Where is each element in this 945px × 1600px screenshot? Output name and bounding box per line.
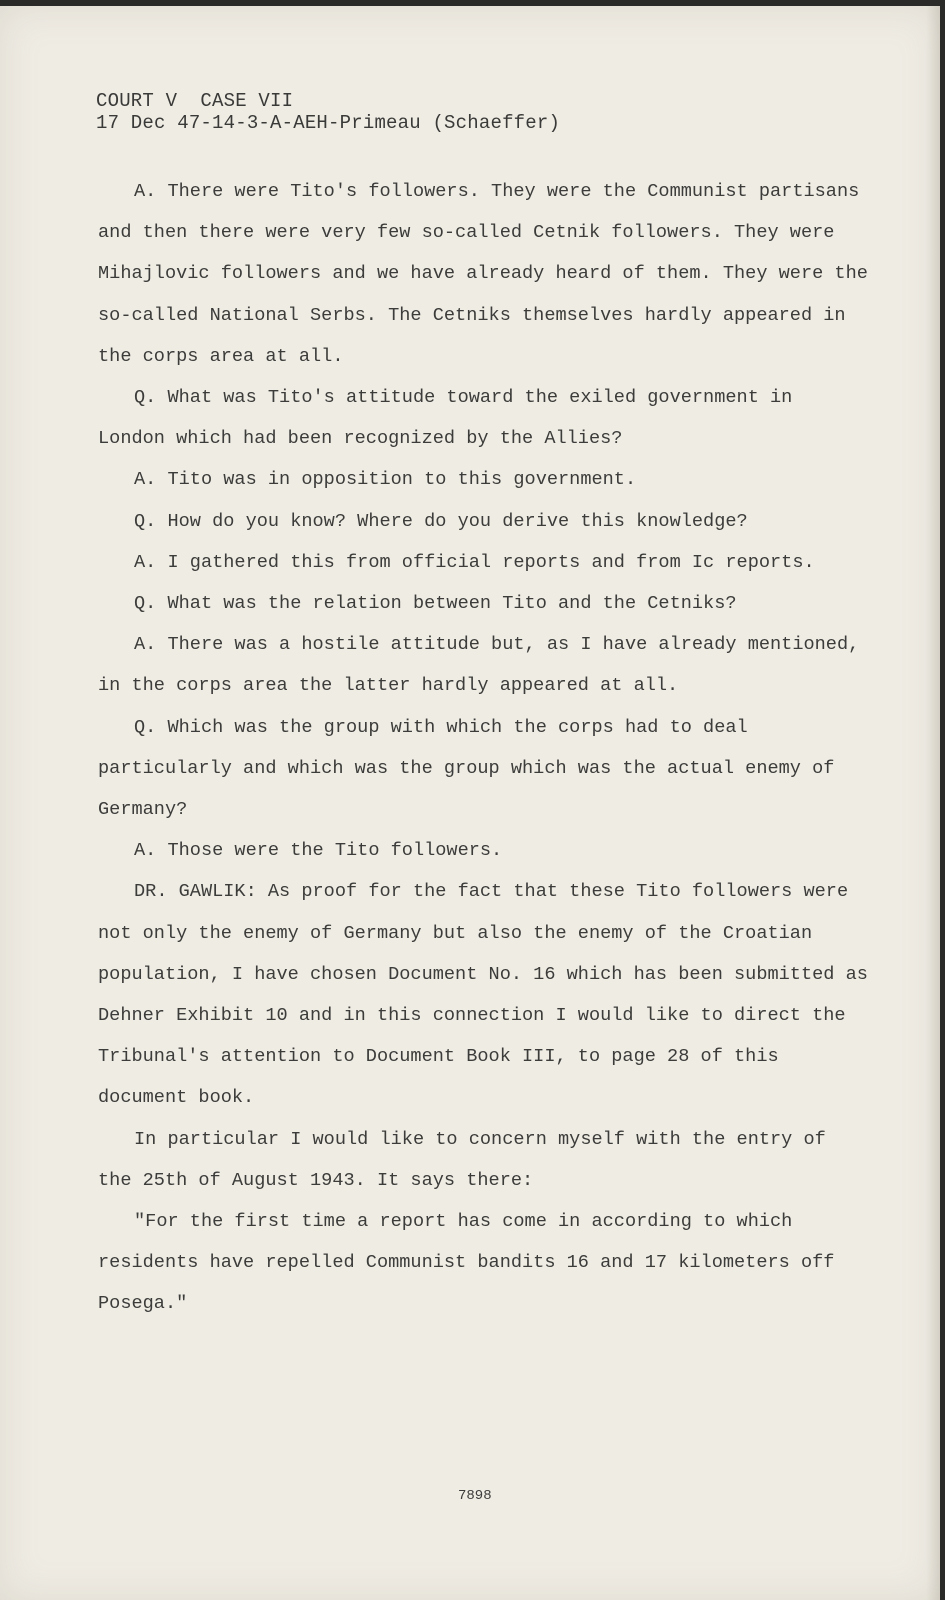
question-paragraph: Q. What was Tito's attitude toward the exiled government in London which had been recognized by the Allies? xyxy=(98,387,793,450)
counsel-statement-paragraph: DR. GAWLIK: As proof for the fact that these Tito followers were not only the enemy of Germany but also the enemy of the Croatian population, I have chosen Document No. 16 which has been submitted as Dehner Exhibit 10 and in this connection I would like to direct the Tribunal's attention to Document Book III, to page 28 of this document book. xyxy=(98,881,868,1109)
question-paragraph: Q. How do you know? Where do you derive this knowledge? xyxy=(134,510,748,532)
question-paragraph: Q. What was the relation between Tito and the Cetniks? xyxy=(134,593,737,615)
page-number: 7898 xyxy=(458,1488,492,1504)
transcript-body xyxy=(98,171,868,1325)
answer-paragraph: A. There was a hostile attitude but, as I have already mentioned, in the corps area the latter hardly appeared at all. xyxy=(98,634,860,697)
date-reference-line: 17 Dec 47-14-3-A-AEH-Primeau (Schaeffer) xyxy=(96,112,561,134)
document-header xyxy=(96,90,560,134)
court-case-line: COURT V CASE VII xyxy=(96,90,294,112)
answer-paragraph: A. I gathered this from official reports and from Ic reports. xyxy=(134,551,815,573)
answer-paragraph: A. There were Tito's followers. They were the Communist partisans and then there were very few so-called Cetnik followers. They were Mihajlovic followers and we have already heard of them. They were the so-called National Serbs. The Cetniks themselves hardly appeared in the corps area at all. xyxy=(98,181,868,367)
document-page xyxy=(0,6,940,1600)
answer-paragraph: A. Tito was in opposition to this government. xyxy=(134,469,637,491)
question-paragraph: Q. Which was the group with which the corps had to deal particularly and which was the group which was the actual enemy of Germany? xyxy=(98,716,835,821)
counsel-statement-paragraph: In particular I would like to concern myself with the entry of the 25th of August 1943. It says there: xyxy=(98,1128,826,1191)
quotation-paragraph: "For the first time a report has come in according to which residents have repelled Communist bandits 16 and 17 kilometers off Posega." xyxy=(98,1211,835,1315)
answer-paragraph: A. Those were the Tito followers. xyxy=(134,840,503,862)
